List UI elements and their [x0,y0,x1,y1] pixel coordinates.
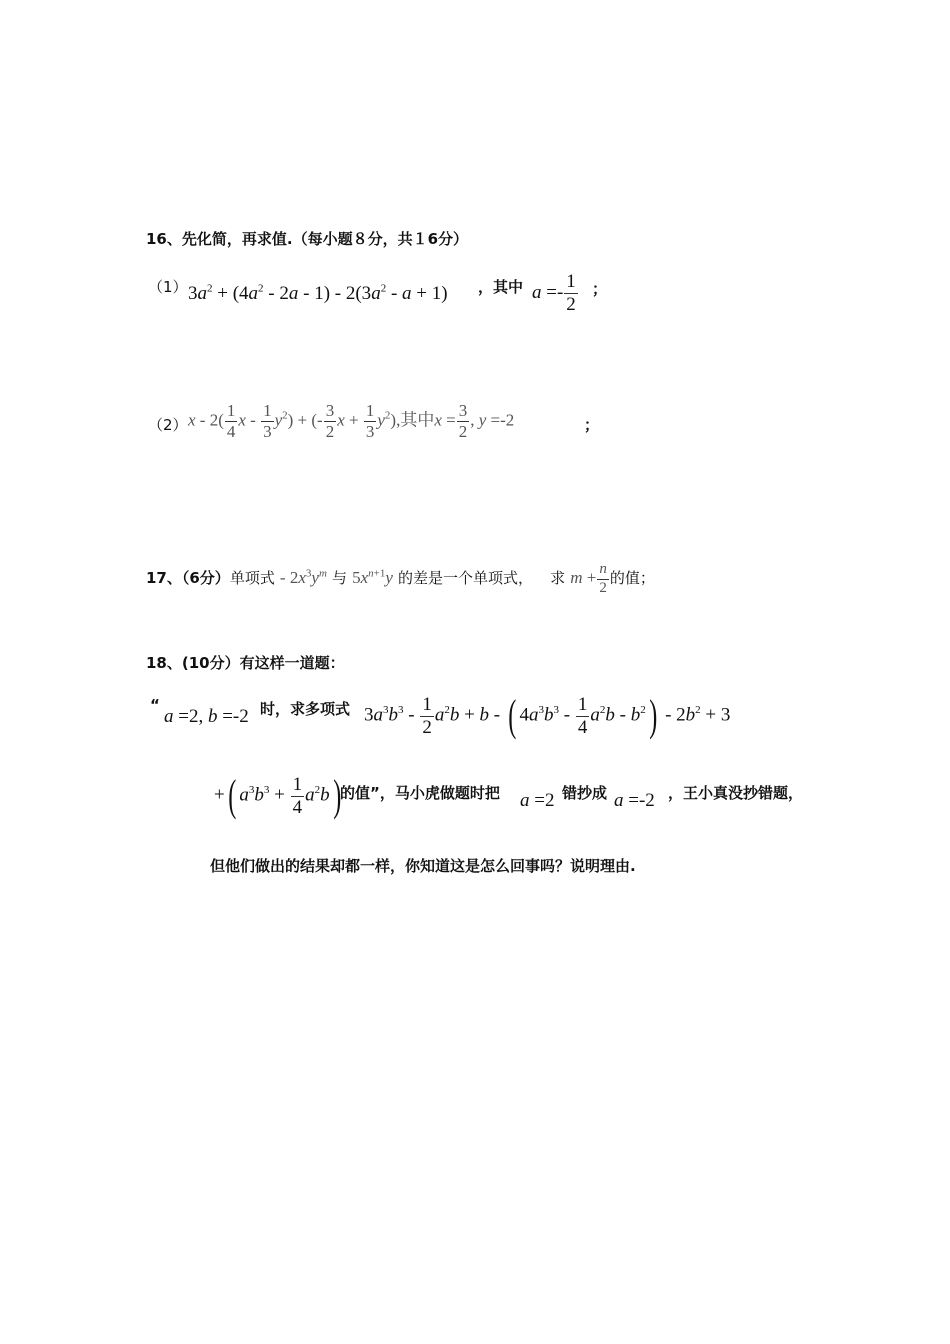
q16-part1-expression: $3a^2 + (4a^2 - 2a - 1) - 2(3a^2 - a + 1)$ [188,282,448,304]
q17-text-monomial: 单项式 [229,569,275,588]
q18-text-value-of: 的值”，马小虎做题时把 [340,784,500,802]
q17-line [146,562,655,597]
q17-text-find: 求 [550,569,566,588]
q18-polynomial-part1: $3a^3b^3$ - $\frac{1}{2}$ $a^2b + b$ - ( $4a^3b^3$ - $\frac{1}{4}$ $a^2b - b^2) - 2b^2 + 3$ [364,691,731,740]
q16-header: 16、先化简，再求值.（每小题８分，共１6分） [146,230,469,248]
q17-term2: $5x^{n+1}y$ [352,567,393,588]
q18-last-line: 但他们做出的结果却都一样，你知道这是怎么回事吗？说明理由. [210,857,636,875]
q16-part2-expression: x - 2( $\frac{1}{4}$ x - $\frac{1}{3}$ $y^2$) + (- $\frac{3}{2}$ x + $\frac{1}{3}$ $y^2$),其中x = $\frac{3}{2}$ , y =-2 [188,401,515,441]
q18-open-quote: “ [150,696,160,714]
q17-text-and: 与 [331,569,347,588]
q16-part1-label: （1） [148,278,188,296]
q16-part1-condition: a =- $\frac{1}{2}$ [532,271,576,315]
q18-text-when: 时，求多项式 [260,700,351,718]
q17-target-expression: m + $\frac{n}{2}$ [570,561,607,596]
q16-part1-where: ，其中 [478,278,524,296]
q18-text-wang: ，王小真没抄错题， [668,784,804,802]
q18-given-values: a =2, b =-2 [164,706,249,727]
q17-points: （6分） [181,569,230,588]
q17-term1: - $2x^3y^m$ [279,567,327,588]
q18-correct-value: a =2 [520,790,555,811]
q17-text-difference: 的差是一个单项式， [398,569,534,588]
q16-part2-end: ； [584,416,600,434]
q18-text-miscopied: 错抄成 [562,784,608,802]
q18-polynomial-part2: +( $a^3b^3$ + $\frac{1}{4}$ $a^2b$) [214,771,341,820]
q17-number: 17、 [146,569,182,588]
q18-wrong-value: a =-2 [614,790,655,811]
q16-part1-end: ； [592,280,608,298]
q17-text-value: 的值； [609,569,655,588]
q18-header: 18、(10分）有这样一道题： [146,654,345,672]
q16-part2-where: 其中 [400,410,435,430]
q16-part2-label: （2） [148,416,188,434]
